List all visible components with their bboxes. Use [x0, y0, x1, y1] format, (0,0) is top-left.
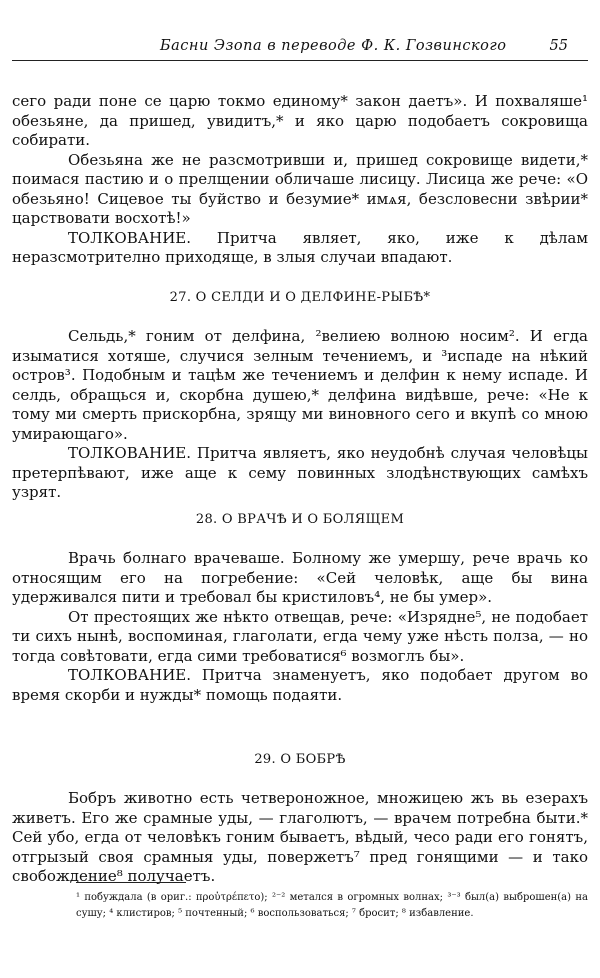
- intro-section: [12, 92, 588, 268]
- fable-29-section: [12, 789, 588, 887]
- fable-28-interpretation: ТОЛКОВАНИЕ. Притча знаменуетъ, яко подобает другом во время скорби и нужды* помощь подаяти.: [12, 666, 588, 704]
- fable-27-title: 27. О СЕЛДИ И О ДЕЛФИНЕ-РЫБѢ*: [169, 290, 431, 305]
- intro-paragraph-1: сего ради поне се царю токмо единому* закон даетъ». И похваляше¹ обезьяне, да пришед, увидитъ,* и яко царю подобаетъ сокровища собирати.: [12, 92, 588, 149]
- fable-28-title: 28. О ВРАЧѢ И О БОЛЯЩЕМ: [195, 512, 405, 527]
- footnotes: ¹ побуждала (в ориг.: προὐτρέπετο); ²⁻² метался в огромных волнах; ³⁻³ был(а) выброшен(а) на сушу; ⁴ клистиров; ⁵ почтенный; ⁶ воспользоваться; ⁷ бросит; ⁸ избавление.: [76, 892, 588, 919]
- intro-paragraph-2: Обезьяна же не разсмотривши и, пришед сокровище видети,* поимася пастию и о прелщении обличаше лисицу. Лисица же рече: «О обезьяно! Сицевое ты буйство и безумие* имѧя, безсловесни звѣрии* царствовати восхотѣ!»: [12, 150, 588, 227]
- fable-29-title: 29. О БОБРѢ: [254, 752, 346, 767]
- fable-27-paragraph: Сельдь,* гоним от делфина, ²велиею волною носим². И егда изыматися хотяше, случися зелным течениемъ, и ³испаде на нѣкий остров³. Подобным и тацѣм же течениемъ и делфин к нему испаде. И селдь, обращься и, скорбна душею,* делфина видѣвше, рече: «Не к тому ми смерть прискорбна, зрящу ми виновного сего и вкупѣ со мною умирающаго».: [12, 327, 588, 443]
- footnote-rule: [76, 882, 186, 883]
- fable-27-interpretation: ТОЛКОВАНИЕ. Притча являетъ, яко неудобнѣ случая человѣцы претерпѣвают, иже аще к сему повинных злодѣнствующих самѣхъ узрят.: [12, 444, 588, 501]
- fable-28-paragraph-1: Врачь болнаго врачеваше. Болному же умершу, рече врачь ко относящим его на погребение: «Сей человѣк, аще бы вина удерживался пити и требовал бы кристиловъ⁴, не бы умер».: [12, 549, 588, 606]
- fable-29-paragraph: Бобръ животно есть четвероножное, множицею жъ вь езерахъ живетъ. Его же срамные уды, — глаголютъ, — врачем потребна быти.* Сей убо, егда от человѣкъ гоним бываетъ, вѣдый, чесо ради его гонятъ, отгрызый своя срамныя уды, повержетъ⁷ пред гонящими — и тако свобождение⁸ получаетъ.: [12, 789, 588, 885]
- page-number: 55: [549, 38, 568, 54]
- intro-interpretation: ТОЛКОВАНИЕ. Притча являет, яко, иже к дѣлам неразсмотрително приходяще, в злыя случаи впадают.: [12, 228, 588, 266]
- fable-27-section: [12, 327, 588, 503]
- running-header: [12, 38, 588, 61]
- header-title: Басни Эзопа в переводе Ф. К. Гозвинского: [160, 38, 507, 54]
- fable-28-section: [12, 549, 588, 705]
- fable-28-paragraph-2: От престоящих же нѣкто отвещав, рече: «Изрядне⁵, не подобает ти сихъ нынѣ, воспоминая, глаголати, егда чему уже нѣсть полза, — но тогда совѣтовати, егда сими требоватися⁶ возмоглъ бы».: [12, 607, 588, 665]
